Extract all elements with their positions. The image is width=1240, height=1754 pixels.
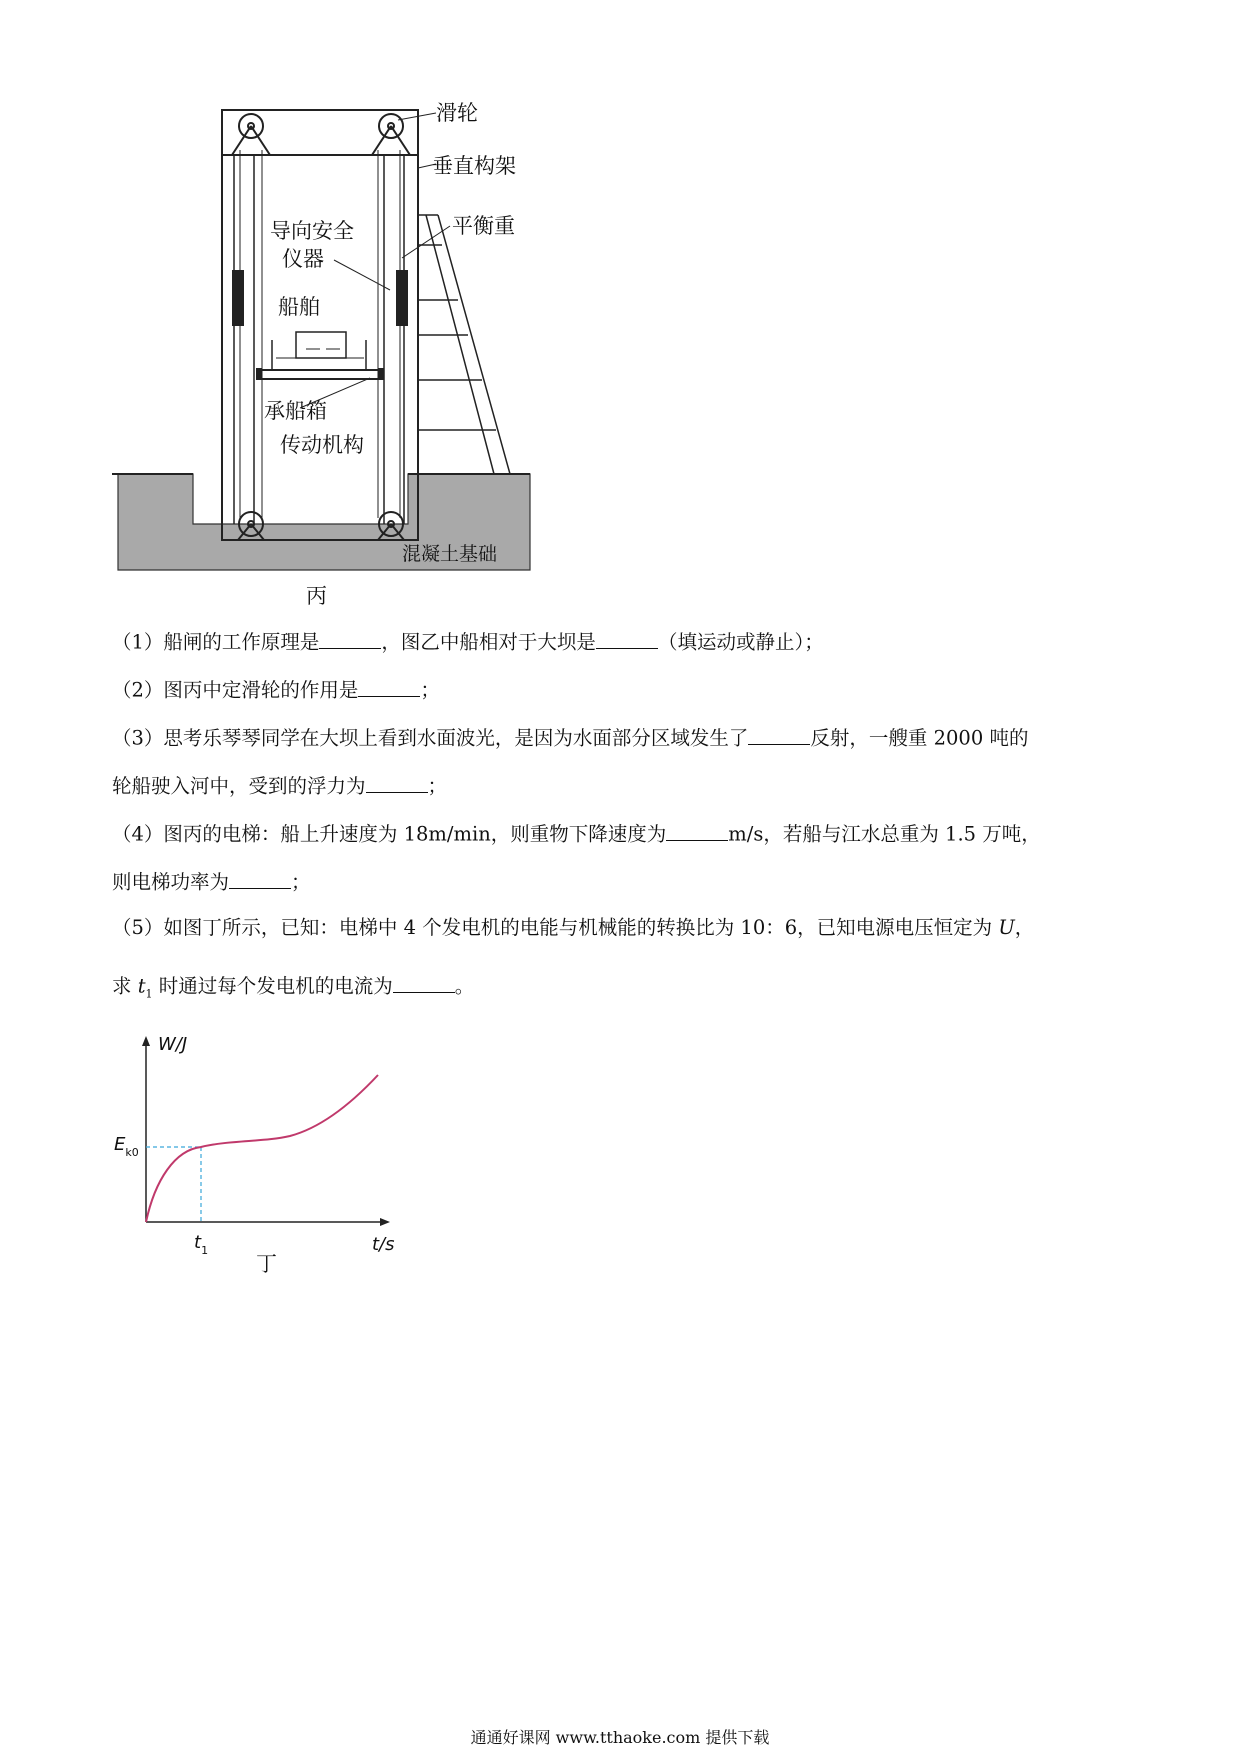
label-drive: 传动机构 (280, 433, 364, 457)
ship-carrier-box (258, 370, 382, 379)
label-box: 承船箱 (264, 399, 327, 423)
ek0-label: $E_{k0}$ (114, 1134, 139, 1159)
pulley-top-right (372, 114, 410, 155)
figure-bing-caption: 丙 (306, 584, 327, 608)
y-axis-label: W/J (158, 1034, 188, 1055)
work-time-graph (100, 1025, 420, 1265)
label-guide-1: 导向安全 (270, 219, 354, 243)
question-2: （2）图丙中定滑轮的作用是 ； (112, 676, 440, 702)
answer-blank[interactable] (748, 724, 810, 745)
ship-lift-diagram (100, 90, 520, 565)
label-ship: 船舶 (278, 295, 320, 319)
answer-blank[interactable] (229, 868, 291, 889)
page-footer: 通通好课网 www.tthaoke.com 提供下载 (470, 1728, 770, 1747)
x-axis-arrow (380, 1218, 390, 1226)
label-counterweight: 平衡重 (452, 214, 515, 238)
counterweight-left (232, 270, 244, 326)
t1-label: $t_1$ (194, 1232, 209, 1257)
label-frame: 垂直构架 (432, 154, 516, 178)
vertical-frame (222, 110, 418, 540)
answer-blank[interactable] (393, 972, 455, 993)
y-axis-arrow (142, 1036, 150, 1046)
question-3-line-2: 轮船驶入河中，受到的浮力为 ； (112, 772, 447, 798)
label-pulley: 滑轮 (436, 101, 478, 125)
question-5-line-1: （5）如图丁所示，已知：电梯中 4 个发电机的电能与机械能的转换比为 10：6，已知电源电压恒定为 U， (112, 916, 1035, 939)
label-base: 混凝土基础 (402, 543, 498, 565)
answer-blank[interactable] (596, 628, 658, 649)
question-4-line-2: 则电梯功率为 ； (112, 868, 311, 894)
answer-blank[interactable] (666, 820, 728, 841)
answer-blank[interactable] (358, 676, 420, 697)
w-t-curve (146, 1075, 378, 1222)
ship (296, 332, 346, 358)
counterweight-tower (418, 215, 510, 474)
answer-blank[interactable] (319, 628, 381, 649)
label-guide-2: 仪器 (282, 247, 324, 271)
figure-ding-caption: 丁 (256, 1252, 277, 1276)
answer-blank[interactable] (366, 772, 428, 793)
question-1: （1）船闸的工作原理是 ，图乙中船相对于大坝是 （填运动或静止）； (112, 628, 824, 654)
pulley-top-left (232, 114, 270, 155)
question-4-line-1: （4）图丙的电梯：船上升速度为 18m/min，则重物下降速度为 m/s，若船与江水总重为 1.5 万吨， (112, 820, 1041, 846)
counterweight-right (396, 270, 408, 326)
question-3-line-1: （3）思考乐琴琴同学在大坝上看到水面波光，是因为水面部分区域发生了 反射，一艘重 2000 吨的 (112, 724, 1028, 750)
x-axis-label: t/s (372, 1234, 395, 1255)
question-5-line-2: 求 $t_1$ 时通过每个发电机的电流为 。 (112, 972, 474, 1001)
